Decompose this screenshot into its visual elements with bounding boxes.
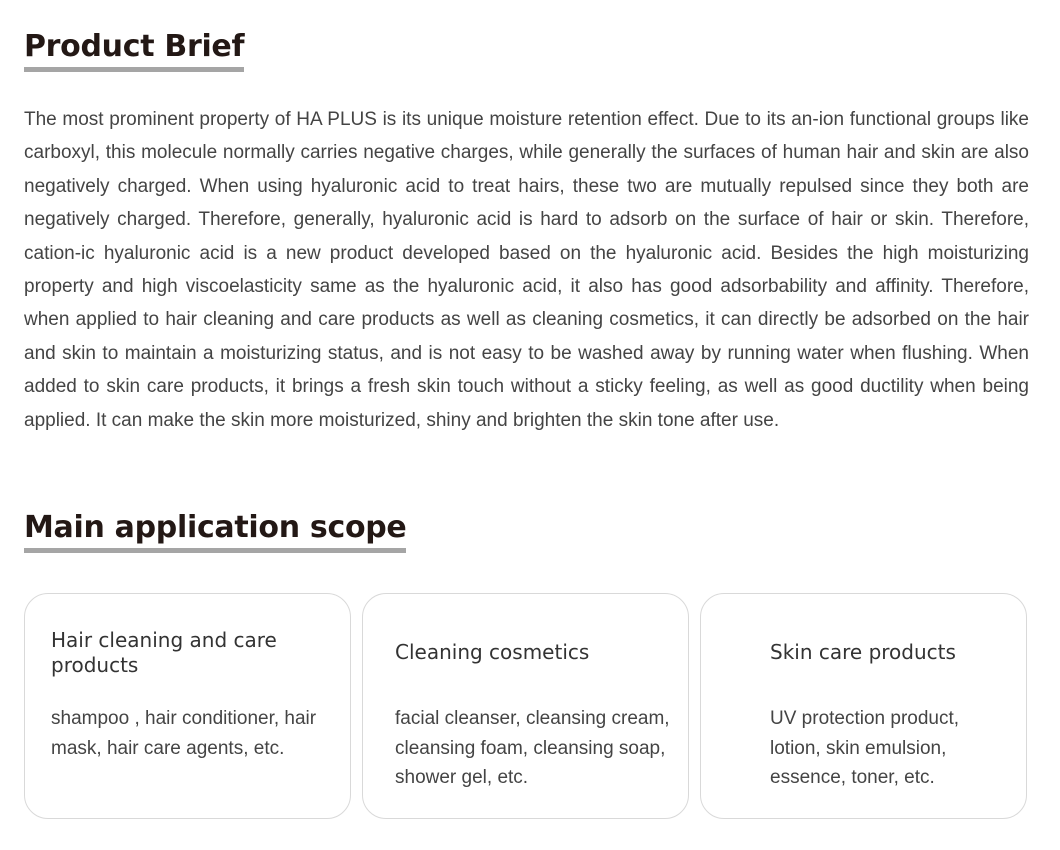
card-title: Hair cleaning and care products [51, 628, 277, 677]
application-scope-heading: Main application scope [24, 511, 406, 553]
application-card-skin-care [700, 593, 1027, 819]
application-card-cleaning-cosmetics [362, 593, 689, 819]
card-title: Skin care products [770, 640, 956, 664]
card-body: facial cleanser, cleansing cream, cleansing foam, cleansing soap, shower gel, etc. [395, 708, 670, 788]
card-title: Cleaning cosmetics [395, 640, 590, 664]
card-body: shampoo , hair conditioner, hair mask, hair care agents, etc. [51, 708, 317, 759]
product-brief-text: The most prominent property of HA PLUS is its unique moisture retention effect. Due to its an-ion functional groups like carboxyl, this molecule normally carries negative charges, while generally the surfaces of human hair and skin are also negatively charged. When using hyaluronic acid to treat hairs, these two are mutually repulsed since they both are negatively charged. Therefore, generally, hyaluronic acid is hard to adsorb on the surface of hair or skin. Therefore, cation-ic hyaluronic acid is a new product developed based on the hyaluronic acid. Besides the high moisturizing property and high viscoelasticity same as the hyaluronic acid, it also has good adsorbability and affinity. Therefore, when applied to hair cleaning and care products as well as cleaning cosmetics, it can directly be adsorbed on the hair and skin to maintain a moisturizing status, and is not easy to be washed away by running water when flushing. When added to skin care products, it brings a fresh skin touch without a sticky feeling, as well as good ductility when being applied. It can make the skin more moisturized, shiny and brighten the skin tone after use. [24, 109, 1029, 431]
application-card-hair-care [24, 593, 351, 819]
card-body: UV protection product, lotion, skin emulsion, essence, toner, etc. [770, 708, 960, 788]
product-brief-heading: Product Brief [24, 30, 244, 72]
